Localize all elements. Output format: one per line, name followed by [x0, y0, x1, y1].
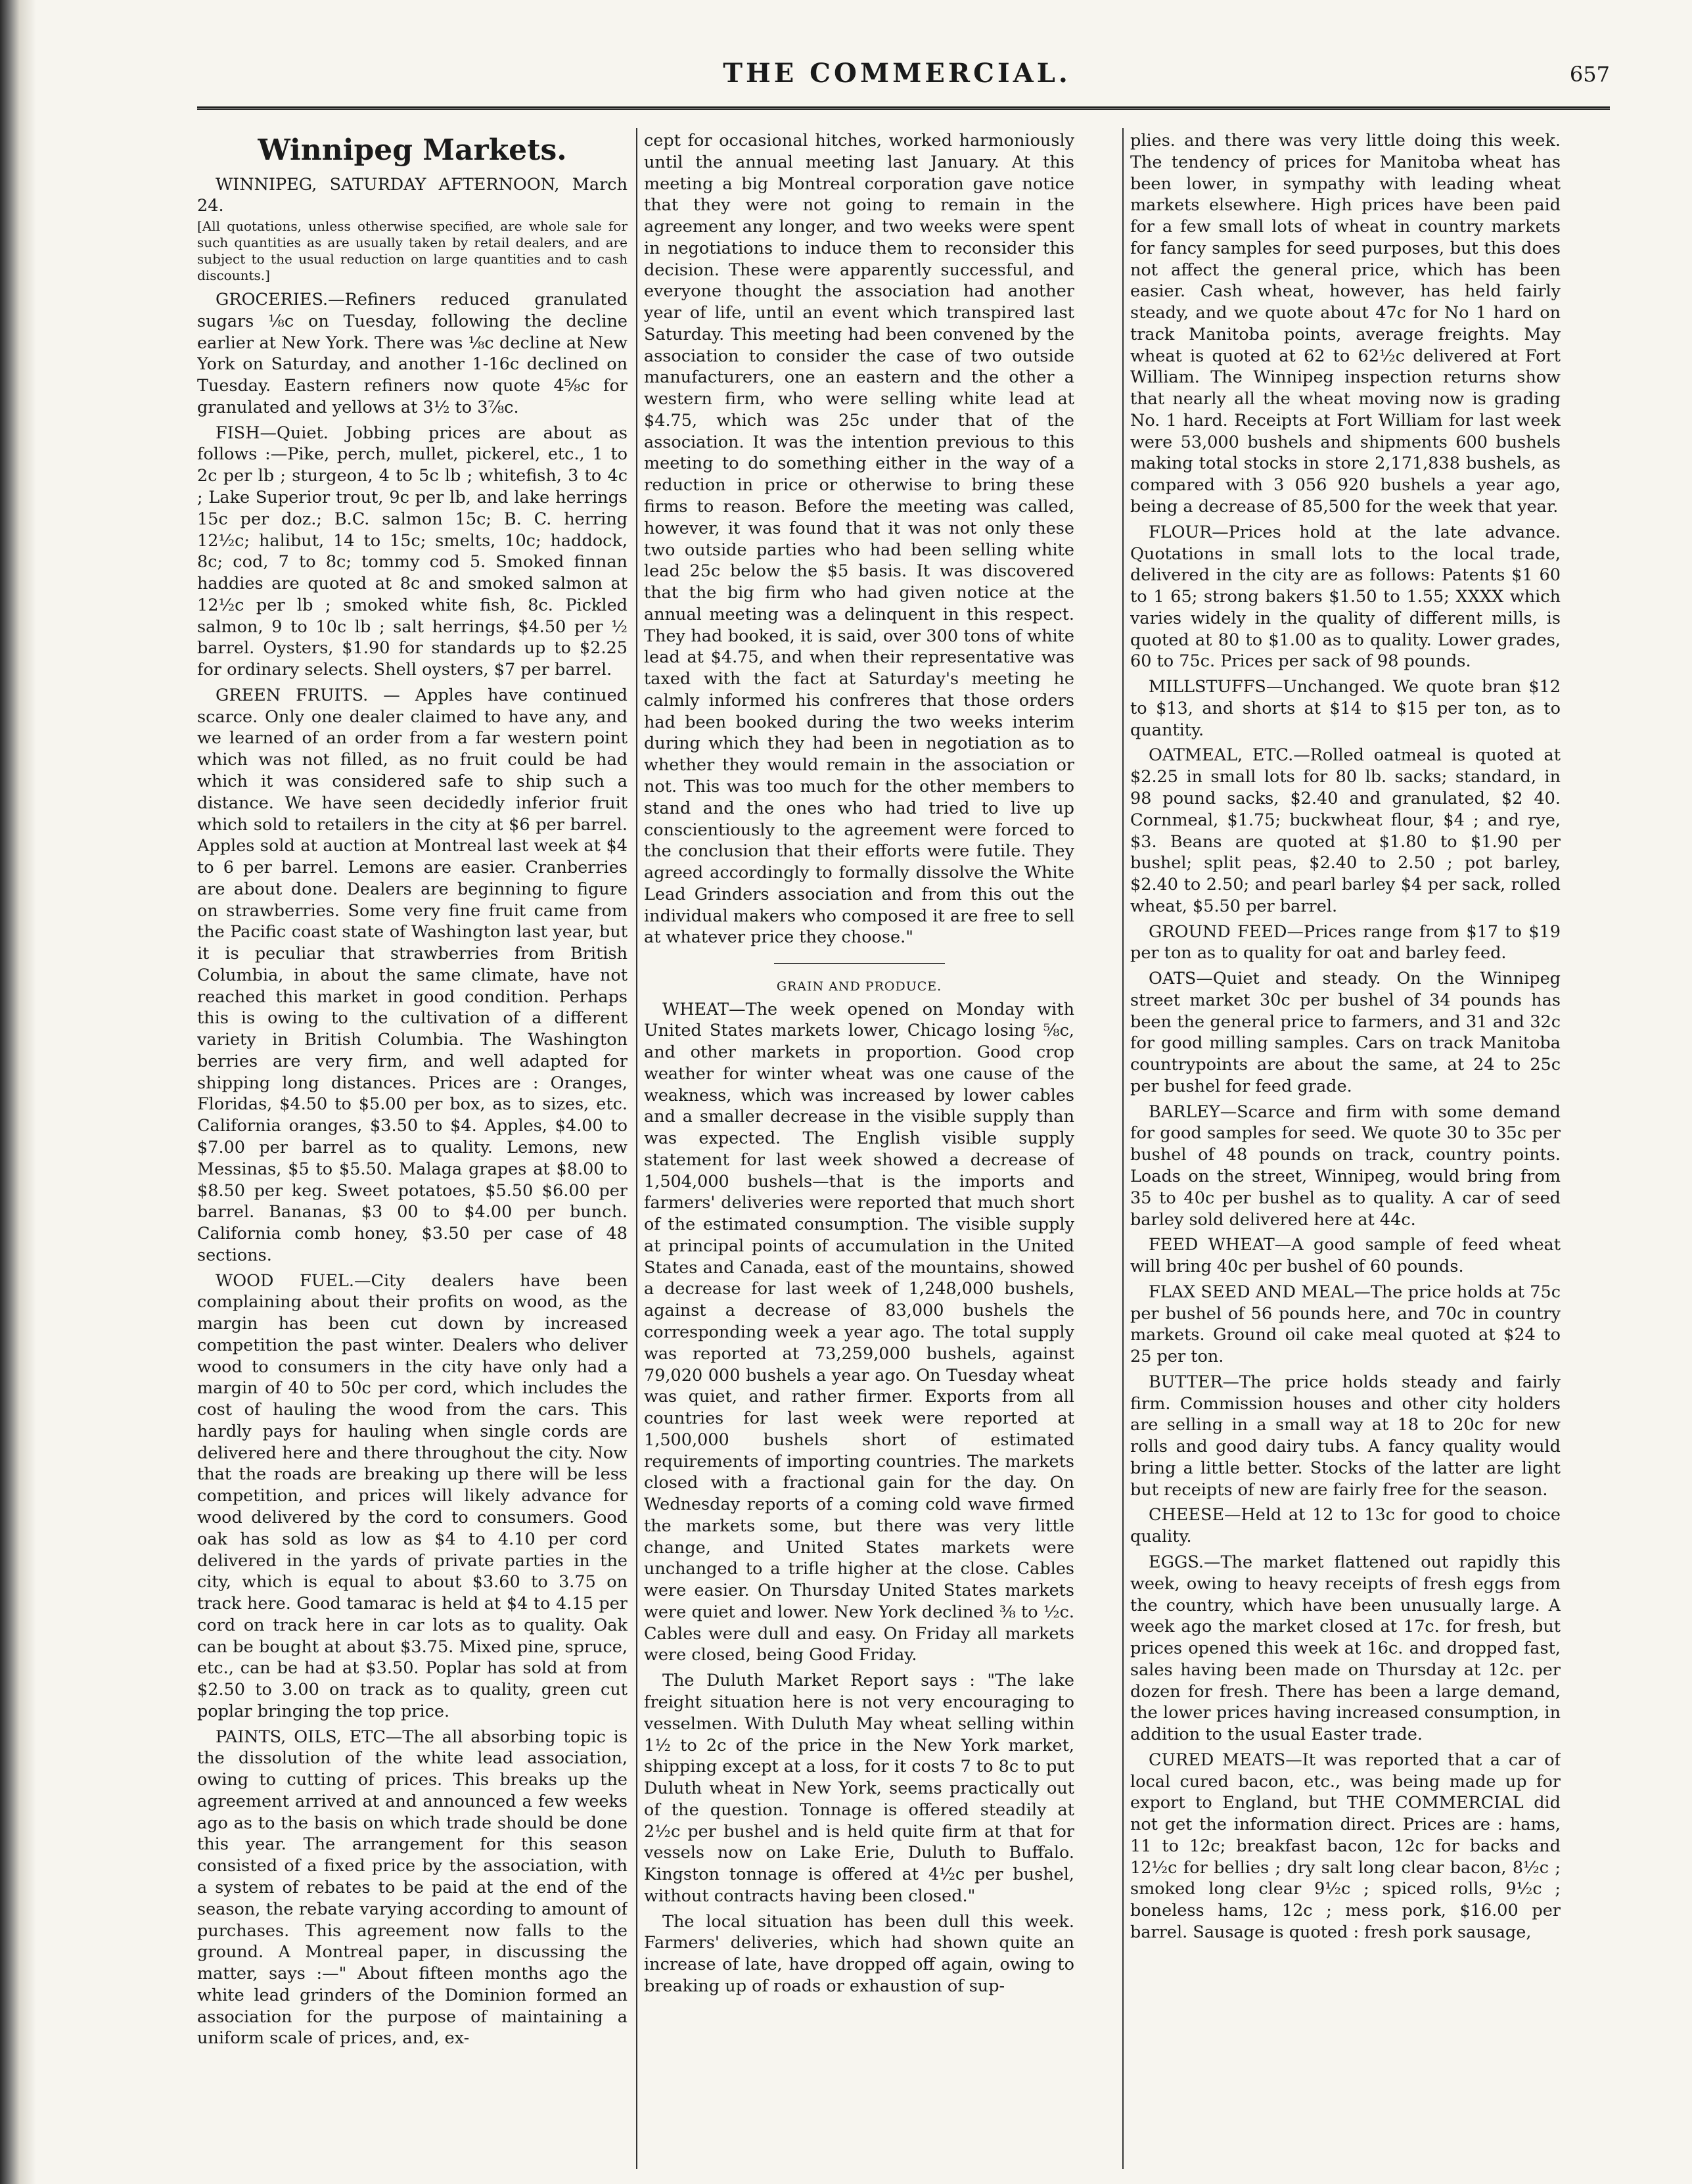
page-number: 657	[1569, 62, 1610, 87]
masthead-rule	[197, 106, 1610, 110]
paragraph: FISH—Quiet. Jobbing prices are about as follows :—Pike, perch, mullet, pickerel, etc., 1 to 2c per lb ; sturgeon, 4 to 5c lb ; whitefish, 3 to 4c ; Lake Superior trout, 9c per lb, and lake herrings 15c per doz.; B.C. salmon 15c; B. C. herring 12½c; halibut, 14 to 15c; smelts, 10c; haddock, 8c; cod, 7 to 8c; tommy cod 5. Smoked finnan haddies are quoted at 8c and smoked salmon at 12½c per lb ; smoked white fish, 8c. Pickled salmon, 9 to 10c lb ; salt herrings, $4.50 per ½ barrel. Oysters, $1.90 for standards up to $2.25 for ordinary selects. Shell oysters, $7 per barrel.	[197, 423, 628, 680]
article-heading: Winnipeg Markets.	[258, 133, 567, 167]
section-subhead: GRAIN AND PRODUCE.	[776, 979, 942, 994]
quotation-note: [All quotations, unless otherwise specified, are whole sale for such quantities as are usually taken by retail dealers, and are subject to the usual reduction on large quantities and to cash discounts.]	[197, 218, 628, 284]
paragraph: The Duluth Market Report says : "The lake freight situation here is not very encouraging to vesselmen. With Duluth May wheat selling within 1½ to 2c of the price in the New York market, shipping except at a loss, for it costs 7 to 8c to put Duluth wheat in New York, seems practically out of the question. Tonnage is offered steadily at 2½c per bushel and is held quite firm at that for vessels now on Lake Erie, Duluth to Buffalo. Kingston tonnage is offered at 4½c per bushel, without contracts having been closed."	[644, 1671, 1074, 1906]
paragraph: MILLSTUFFS—Unchanged. We quote bran $12 to $13, and shorts at $14 to $15 per ton, as to quantity.	[1130, 677, 1561, 740]
paragraph: FEED WHEAT—A good sample of feed wheat will bring 40c per bushel of 60 pounds.	[1130, 1235, 1561, 1277]
paragraph: EGGS.—The market flattened out rapidly this week, owing to heavy receipts of fresh eggs from the country, which have been unusually large. A week ago the market closed at 17c. for fresh, but prices opened this week at 16c. and dropped fast, sales having been made on Thursday at 12c. per dozen for fresh. There has been a large demand, the lower prices having increased consumption, in addition to the usual Easter trade.	[1130, 1552, 1561, 1745]
paragraph: plies. and there was very little doing this week. The tendency of prices for Manitoba wheat has been lower, in sympathy with leading wheat markets elsewhere. High prices have been paid for a few small lots of wheat in country markets for fancy samples for seed purposes, but this does not affect the general price, which has been easier. Cash wheat, however, has held fairly steady, and we quote about 47c for No 1 hard on track Manitoba points, average freights. May wheat is quoted at 62 to 62½c delivered at Fort William. The Winnipeg inspection returns show that nearly all the wheat moving now is grading No. 1 hard. Receipts at Fort William for last week were 53,000 bushels and shipments 600 bushels making total stocks in store 2,171,838 bushels, as compared with 3 056 920 bushels a year ago, being a decrease of 85,500 for the week that year.	[1130, 131, 1561, 517]
masthead	[197, 58, 1610, 97]
paragraph: OATS—Quiet and steady. On the Winnipeg street market 30c per bushel of 34 pounds has been the general price to farmers, and 31 and 32c for good milling samples. Cars on track Manitoba countrypoints are about the same, at 24 to 25c per bushel for feed grade.	[1130, 969, 1561, 1096]
paragraph: FLAX SEED AND MEAL—The price holds at 75c per bushel of 56 pounds here, and 70c in country markets. Ground oil cake meal quoted at $24 to 25 per ton.	[1130, 1282, 1561, 1367]
paragraph: The local situation has been dull this week. Farmers' deliveries, which had shown quite an increase of late, have dropped off again, owing to breaking up of roads or exhaustion of sup-	[644, 1911, 1074, 1996]
binding-edge	[0, 0, 36, 2184]
newspaper-title: THE COMMERCIAL.	[723, 58, 1071, 89]
paragraph: OATMEAL, ETC.—Rolled oatmeal is quoted at $2.25 in small lots for 80 lb. sacks; standard, in 98 pound sacks, $2.40 and granulated, $2 40. Cornmeal, $1.75; buckwheat flour, $4 ; and rye, $3. Beans are quoted at $1.80 to $1.90 per bushel; split peas, $2.40 to 2.50 ; pot barley, $2.40 to 2.50; and pearl barley $4 per sack, rolled wheat, $5.50 per barrel.	[1130, 745, 1561, 916]
paragraph: CURED MEATS—It was reported that a car of local cured bacon, etc., was being made up for export to England, but THE COMMERCIAL did not get the information direct. Prices are : hams, 11 to 12c; breakfast bacon, 12c for backs and 12½c for bellies ; dry salt long clear bacon, 8½c ; smoked long clear 9½c ; spiced rolls, 9½c ; boneless hams, 12c ; mess pork, $16.00 per barrel. Sausage is quoted : fresh pork sausage,	[1130, 1750, 1561, 1943]
column-1	[197, 130, 628, 2168]
paragraph: WHEAT—The week opened on Monday with United States markets lower, Chicago losing ⅝c, and other markets in proportion. Good crop weather for winter wheat was one cause of the weakness, which was increased by lower cables and a smaller decrease in the visible supply than was expected. The English visible supply statement for last week showed a decrease of 1,504,000 bushels—that is the imports and farmers' deliveries were reported that much short of the estimated consumption. The visible supply at principal points of accumulation in the United States and Canada, east of the mountains, showed a decrease for last week of 1,248,000 bushels, against a decrease of 83,000 bushels the corresponding week a year ago. The total supply was reported at 73,259,000 bushels, against 79,020 000 bushels a year ago. On Tuesday wheat was quiet, and rather firmer. Exports from all countries for last week were reported at 1,500,000 bushels short of estimated requirements of importing countries. The markets closed with a fractional gain for the day. On Wednesday reports of a coming cold wave firmed the markets some, but there was very little change, and United States markets were unchanged to a trifle higher at the close. Cables were easier. On Thursday United States markets were quiet and lower. New York declined ⅜ to ½c. Cables were dull and easy. On Friday all markets were closed, being Good Friday.	[644, 999, 1074, 1665]
paragraph: cept for occasional hitches, worked harmoniously until the annual meeting last January. At this meeting a big Montreal corporation gave notice that they were not going to remain in the agreement any longer, and two weeks were spent in negotiations to induce them to reconsider this decision. These were apparently successful, and everyone thought the association had another year of life, until an event which transpired last Saturday. This meeting had been convened by the association to consider the case of two outside manufacturers, one an eastern and the other a western firm, who were selling white lead at $4.75, which was 25c under that of the association. It was the intention previous to this meeting to do something either in the way of a reduction in price or otherwise to bring these firms to reason. Before the meeting was called, however, it was found that it was not only these two outside parties who had been selling white lead 25c below the $5 basis. It was discovered that the big firm who had given notice at the annual meeting was a delinquent in this respect. They had booked, it is said, over 300 tons of white lead at $4.75, and when their representative was taxed with the fact at Saturday's meeting he calmly informed his confreres that those orders had been booked during the two weeks interim during which they had been in negotiation as to whether they would remain in the association or not. This was too much for the other members to stand and the ones who had tried to live up conscientiously to the agreement were forced to the conclusion that their efforts were futile. They agreed accordingly to formally dissolve the White Lead Grinders association and from this out the individual makers who composed it are free to sell at whatever price they choose."	[644, 131, 1074, 948]
paragraph: BUTTER—The price holds steady and fairly firm. Commission houses and other city holders are selling in a small way at 18 to 20c for new rolls and good dairy tubs. A fancy quality would bring a little better. Stocks of the latter are light but receipts of new are fairly free for the season.	[1130, 1372, 1561, 1500]
paragraph: GROCERIES.—Refiners reduced granulated sugars ⅛c on Tuesday, following the decline earlier at New York. There was ⅛c decline at New York on Saturday, and another 1-16c declined on Tuesday. Eastern refiners now quote 4⅝c for granulated and yellows at 3½ to 3⅞c.	[197, 290, 628, 417]
paragraph: WOOD FUEL.—City dealers have been complaining about their profits on wood, as the margin has been cut down by increased competition the past winter. Dealers who deliver wood to consumers in the city have only had a margin of 40 to 50c per cord, which includes the cost of hauling the wood from the cars. This hardly pays for hauling when single cords are delivered here and there throughout the city. Now that the roads are breaking up there will be less competition, and prices will likely advance for wood delivered by the cord to consumers. Good oak has sold as low as $4 to 4.10 per cord delivered in the yards of private parties in the city, which is equal to about $3.60 to 3.75 on track here. Good tamarac is held at $4 to 4.15 per cord on track here in car lots as to quality. Oak can be bought at about $3.75. Mixed pine, spruce, etc., can be had at $3.50. Poplar has sold at from $2.50 to 3.00 on track as to quality, green cut poplar bringing the top price.	[197, 1270, 628, 1721]
paragraph: PAINTS, OILS, ETC—The all absorbing topic is the dissolution of the white lead association, owing to cutting of prices. This breaks up the agreement arrived at and announced a few weeks ago as to the basis on which trade should be done this year. The arrangement for this season consisted of a fixed price by the association, with a system of rebates to be paid at the end of the season, the rebate varying according to amount of purchases. This agreement now falls to the ground. A Montreal paper, in discussing the matter, says :—" About fifteen months ago the white lead grinders of the Dominion formed an association for the purpose of maintaining a uniform scale of prices, and, ex-	[197, 1727, 628, 2049]
section-rule	[774, 963, 945, 964]
paragraph: FLOUR—Prices hold at the late advance. Quotations in small lots to the local trade, delivered in the city are as follows: Patents $1 60 to 1 65; strong bakers $1.50 to 1.55; XXXX which varies widely in the quality of different mills, is quoted at 80 to $1.00 as to quality. Lower grades, 60 to 75c. Prices per sack of 98 pounds.	[1130, 522, 1561, 672]
column-divider	[1122, 128, 1124, 2169]
paragraph: GREEN FRUITS. — Apples have continued scarce. Only one dealer claimed to have any, and we learned of an order from a far western point which was not filled, as no fruit could be had which it was considered safe to ship such a distance. We have seen decidedly inferior fruit which sold to retailers in the city at $6 per barrel. Apples sold at auction at Montreal last week at $4 to 6 per barrel. Lemons are easier. Cranberries are about done. Dealers are beginning to figure on strawberries. Some very fine fruit came from the Pacific coast state of Washington last year, but it is peculiar that strawberries from British Columbia, in about the same climate, have not reached this market in good condition. Perhaps this is owing to the cultivation of a different variety in British Columbia. The Washington berries are very firm, and well adapted for shipping long distances. Prices are : Oranges, Floridas, $4.50 to $5.00 per box, as to sizes, etc. California oranges, $3.50 to $4. Apples, $4.00 to $7.00 per barrel as to quality. Lemons, new Messinas, $5 to $5.50. Malaga grapes at $8.00 to $8.50 per keg. Sweet potatoes, $5.50 $6.00 per barrel. Bananas, $3 00 to $4.00 per bunch. California comb honey, $3.50 per case of 48 sections.	[197, 685, 628, 1265]
paragraph: GROUND FEED—Prices range from $17 to $19 per ton as to quality for oat and barley feed.	[1130, 921, 1561, 964]
column-3	[1130, 130, 1561, 2168]
column-divider	[636, 128, 637, 2169]
dateline: WINNIPEG, SATURDAY AFTERNOON, March 24.	[197, 174, 628, 216]
paragraph: CHEESE—Held at 12 to 13c for good to choice quality.	[1130, 1505, 1561, 1547]
paragraph: BARLEY—Scarce and firm with some demand for good samples for seed. We quote 30 to 35c per bushel of 48 pounds on track, country points. Loads on the street, Winnipeg, would bring from 35 to 40c per bushel as to quality. A car of seed barley sold delivered here at 44c.	[1130, 1102, 1561, 1230]
column-2	[644, 130, 1074, 2168]
